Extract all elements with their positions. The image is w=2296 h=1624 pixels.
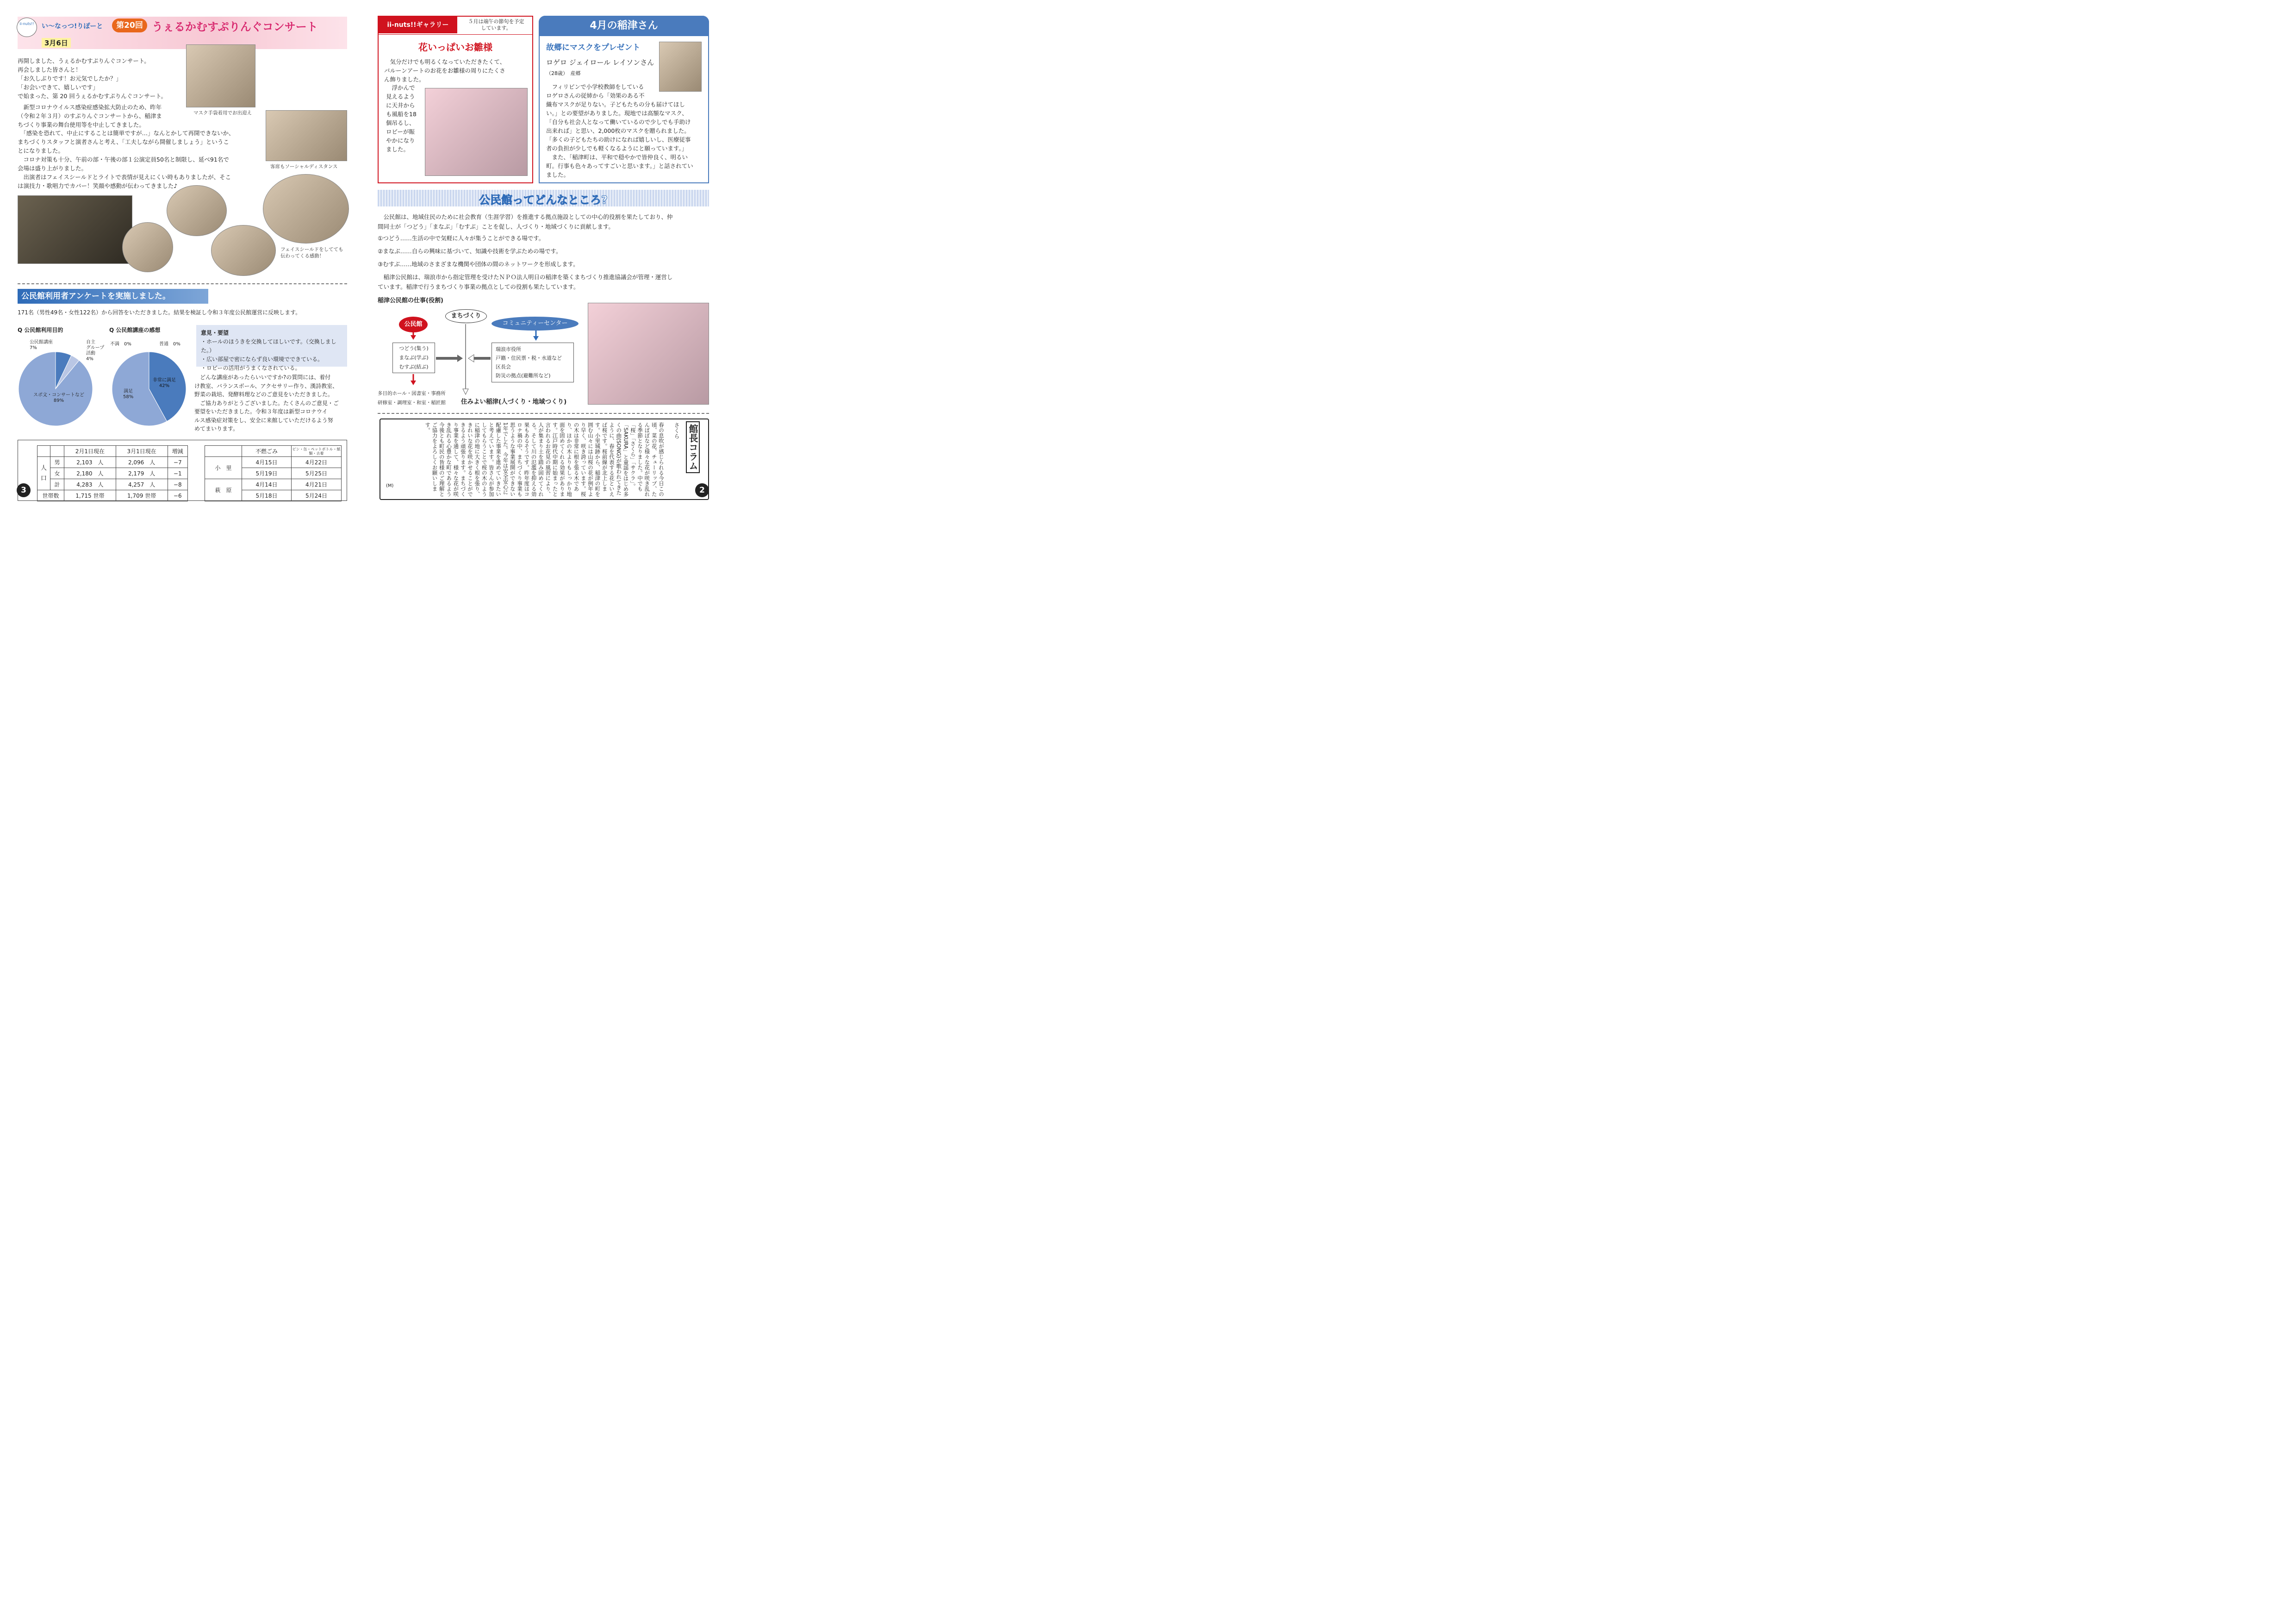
kominkan-text2: 稲津公民館は、瑞浪市から指定管理を受けたＮＰＯ法人明日の稲津を築くまちづくり推進協議会が管理・運営し ています。稲津で行うまちづくり事業の拠点としての役割も果たしています。	[378, 274, 673, 290]
gallery-label: ii-nuts!!ギャラリー	[379, 17, 457, 33]
chart2-title: Q 公民館講座の感想	[109, 327, 161, 333]
opinion-item: ・広い部屋で密にならず良い環境でできている。	[201, 356, 324, 362]
kominkan-item-2: ②まなぶ……自らの興味に基づいて、知識や技術を学ぶための場です。	[378, 248, 562, 255]
concert-title: うぇるかむすぷりんぐコンサート	[152, 20, 318, 33]
issue-badge: 第20回	[112, 19, 147, 32]
role-title: 稲津公民館の仕事(役割)	[378, 297, 443, 304]
pie-slice-2	[19, 352, 93, 426]
survey-intro: 171名（男性49名・女性122名）から回答をいただきました。結果を検証し令和３年度公民館運営に反映します。	[18, 309, 301, 316]
person-text: フィリピンで小学校教師をしている ロゲロさんの従姉から「効果のある不 織布マスクが足りない。子どもたちの分も届けてほし い。」との要望がありました。現地では高額なマスク、 「自分も社会人となって働いているので少しでも手助け 出来れば」と思い、2,000枚のマスクを贈られました。 「多くの子どもたちの助けになれば嬉しいし、医療従事 者の負担が少しでも軽くなるようにと願っています。」 また、「稲津町は、平和で穏やかで皆仲良く、明るい 町。行事も色々あってすごいと思います。」と話されてい ました。	[546, 83, 693, 178]
photo-singer-man	[167, 185, 227, 236]
diagram-kominkan: 公民館	[399, 317, 428, 332]
series-label: い〜なっつ!りぽーと	[42, 23, 103, 30]
ii-nuts-logo: ii-nuts!!	[17, 18, 37, 37]
column-subtitle: さくら	[673, 422, 680, 439]
pie2-label-dissatisfied: 不満 0%	[110, 342, 131, 347]
survey-text: どんな講座があったらいいですか?の質問には、着付 け教室、バランスボール、アクセサリー作り、漢詩教室、 野菜の栽培、発酵料理などのご意見をいただきました。 ご協力ありがとうございました。たくさんのご意見・ご 要望をいただきました。令和３年度は新型コロナウイ ルス感染症対策をし、安全に来館していただけるよう努 めてまいります。	[194, 374, 339, 432]
column-text: 春の息吹が感じられる今日この頃、菜の花、チューリップ、たんぽぽなど様々な花が咲き乱れる季節となりました。中でも「桜」「さくら」「サクラ」。「SAKURA」と童謡をはじめ多くの曲(SONG)が歌われてきたように、春を代表する花といえば桜です。桜前線が北上します。小里城跡から、稲津の町を囲む山々には山桜の花が例年より早く、咲き誇っています。桜の木は非常に根を張る木であり、ほかの木よりもしっかり地面を固めてくれる効果があります。江戸時代中期に始まったと言われるお花見の風習により、人が集まり土を踏み固めてくれる。そして川の氾濫を抑える効果もあるそうです。昨年度はコロナ禍の中、まちづくり事業も思うような事業展開ができない1年でした。今年は安全安心に配慮した事業を進めていきたいと考えています。皆さんが参加してもらうことで桜の木のように稲津の地に大きく根を張り、きれいな花を咲かせることができるよう頑張ります。まちづくり事業を通して、様々な花が咲き乱れる心豊かな町であるよう今後とも町民の皆様のご理解とご協力をよろしくお願いします。	[424, 422, 665, 497]
pie1-label-sports: スポ文・コンサートなど 89%	[33, 393, 84, 403]
diagram-facilities: 多目的ホール・図書室・事務所 研修室・調理室・和室・稲匠館	[378, 391, 446, 406]
photo-pianist	[122, 222, 173, 272]
diagram-machizukuri: まちづくり	[445, 309, 487, 323]
caption-reception: マスク手袋着用でお出迎え	[193, 110, 252, 116]
person-meta: （28歳） 産郷	[546, 70, 581, 76]
photo-hina-dolls	[425, 88, 528, 176]
population-table: 2月1日現在 3月1日現在 増減 人 口 男 2,103 人 2,096 人 −7 女 2,180 人 2,179 人 −1 計 4,283 人 4,257 人 −8 世帯数 1,715 世帯 1,709 世帯 −6	[37, 445, 188, 501]
kominkan-text: 公民館は、地域住民のために社会教育（生涯学習）を推進する拠点施設としての中心的役割を果たしており、仲 間同士が「つどう」「まなぶ」「むすぶ」ことを促し、人づくり・地域づくりに貢献します。	[378, 213, 673, 230]
pie-chart-purpose	[19, 352, 93, 426]
pie2-label-satisfied: 満足 58%	[123, 389, 134, 400]
concert-para1: 新型コロナウイルス感染症感染拡大防止のため、昨年 （令和２年３月）のすぷりんぐコンサートから、稲津ま ちづくり事業の舞台使用等を中止してきました。	[18, 104, 162, 128]
photo-faceshield	[263, 174, 349, 244]
divider-right	[378, 413, 709, 414]
page-number-left: 3	[17, 483, 31, 497]
survey-title: 公民館利用者アンケートを実施しました。	[18, 289, 208, 304]
person-header: 4月の稲津さん	[539, 16, 709, 36]
opinion-title: 意見・要望	[201, 330, 229, 336]
photo-reception	[186, 44, 255, 107]
pie1-label-course: 公民館講座 7%	[30, 340, 53, 350]
concert-para2: 「感染を恐れて、中止にすることは簡単ですが…」なんとかして再開できないか、 まちづくりスタッフと演者さんと考え、「工夫しながら開催しましょう」というこ とになりました。 コロナ対策も十分、午前の部・午後の部１公演定員50名と制限し、延べ91名で 会場は盛り上がりました。 出演者はフェイスシールドとライトで表情が見えにくい時もありましたが、そこ は演技力・歌唱力でカバー！笑顔や感動が伝わってきました♪	[18, 130, 235, 189]
diagram-arrows	[389, 310, 583, 398]
kominkan-item-1: ①つどう……生活の中で気軽に人々が集うことができる場です。	[378, 235, 545, 242]
column-sign: (M)	[386, 483, 394, 488]
divider-left	[18, 283, 347, 284]
pie2-label-normal: 普通 0%	[159, 342, 180, 347]
kominkan-title: 公民館ってどんなところ?	[479, 194, 608, 206]
photo-singer-kimono	[211, 225, 276, 276]
column-title: 館長コラム	[686, 421, 700, 473]
diagram-community-center: コミュニティーセンター	[492, 317, 579, 331]
pie2-label-very: 非常に満足 42%	[153, 378, 176, 388]
diagram-goal: 住みよい稲津(人づくり・地域つくり)	[461, 398, 567, 406]
caption-audience: 客席もソーシャルディスタンス	[270, 164, 338, 169]
chart1-title: Q 公民館利用目的	[18, 327, 63, 333]
gallery-rule	[379, 34, 532, 35]
person-name: ロゲロ ジェイロール レイソンさん	[546, 58, 654, 67]
photo-audience	[266, 110, 347, 161]
opinion-box	[196, 325, 347, 371]
kominkan-item-3: ③むすぶ……地域のさまざまな機関や団体の間のネットワークを形成します。	[378, 261, 579, 268]
garbage-table: 不燃ごみ ビン・缶・ペットボトル・紙類・古着 小 里 4月15日 4月22日 5月19日 5月25日 萩 原 4月14日 4月21日 5月18日 5月24日	[205, 445, 342, 501]
gallery-text2: 浮かんで 見えるよう に天井から も風船を18 個吊るし、 ロビーが賑 やかになり ました。	[386, 84, 417, 153]
gallery-title: 花いっぱいお雛様	[418, 42, 492, 53]
opinion-item: ・ホールのほうきを交換してほしいです。（交換しました。）	[201, 338, 336, 354]
gallery-note: ５月は端午の節句を予定 しています。	[468, 19, 524, 31]
diagram-right-box: 瑞浪市役所 戸籍・住民票・税・水道など 区長会 防災の拠点(避難所など)	[492, 343, 574, 382]
page-number-right: 2	[695, 483, 709, 497]
diagram-left-box: つどう(集う) まなぶ(学ぶ) むすぶ(結ぶ)	[392, 343, 435, 373]
photo-kominkan-sakura	[588, 303, 709, 405]
photo-stage	[18, 195, 132, 264]
concert-intro: 再開しました、うぇるかむすぷりんぐコンサート。 再会しました皆さんと！ 「お久しぶりです！お元気でしたか？」 「お会いできて、嬉しいです」 で始まった、第 20 回うぇるかむすぷりんぐコンサート。	[18, 57, 167, 100]
opinion-item: ・ロビーの活用がうまくなされている。	[201, 365, 301, 371]
gallery-text1: 気分だけでも明るくなっていただきたくて、 バルーンアートのお花をお雛様の周りにたくさ ん飾りました。	[384, 58, 506, 83]
pie1-label-group: 自主 グループ 活動 4%	[86, 340, 105, 362]
caption-faceshield: フェイスシールドをしてても 伝わってくる感動！	[280, 247, 343, 259]
person-subtitle: 故郷にマスクをプレゼント	[546, 43, 641, 52]
event-date: 3月6日	[42, 38, 71, 48]
